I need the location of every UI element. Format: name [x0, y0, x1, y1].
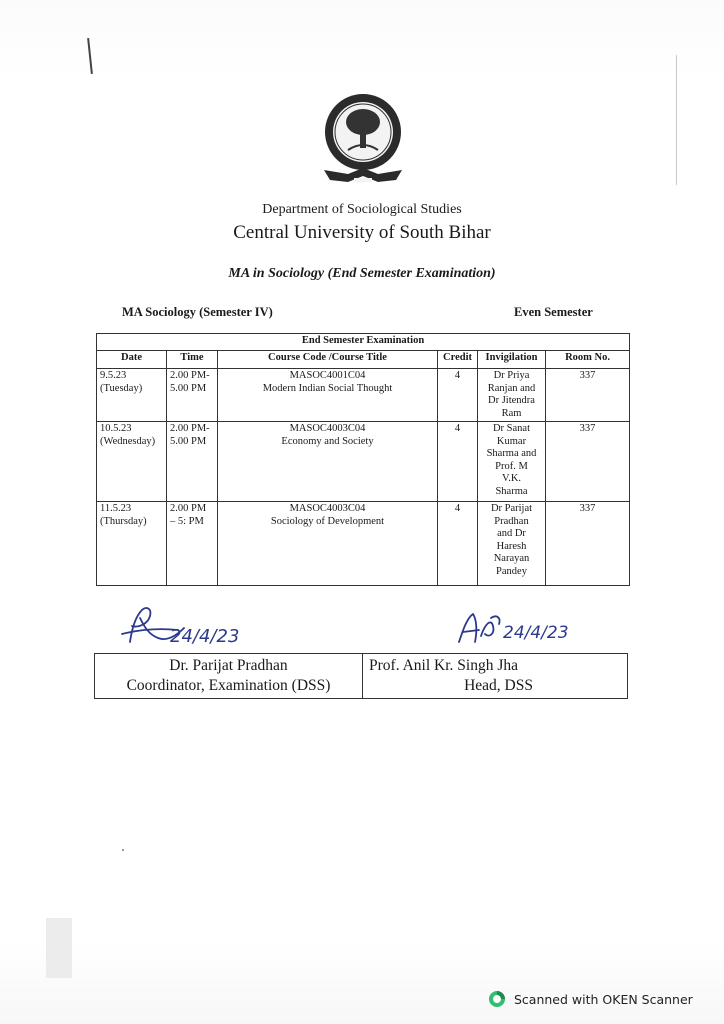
date-cell: [97, 422, 167, 502]
invigilator-line: Prof. M: [495, 460, 528, 472]
right-signature-date: 24/4/23: [503, 623, 569, 643]
time-end: 5.00 PM: [170, 382, 207, 394]
time-cell: [167, 369, 218, 422]
invigilator-line: Ram: [501, 407, 522, 419]
room-cell: 337: [546, 422, 630, 502]
invigilation-cell: [478, 422, 546, 502]
coordinator-name: Dr. Parijat Pradhan: [169, 657, 288, 674]
university-name: Central University of South Bihar: [233, 222, 491, 243]
page-edge-line: [676, 55, 677, 185]
scanner-watermark: [488, 990, 693, 1008]
time-cell: [167, 422, 218, 502]
head-cell: [363, 654, 628, 699]
course-code: MASOC4001C04: [289, 370, 366, 381]
invigilator-line: Narayan: [493, 553, 530, 564]
head-signature: [455, 608, 600, 648]
invigilator-line: Dr Sanat: [492, 423, 531, 434]
semester-type: Even Semester: [514, 305, 593, 319]
invigilator-line: Kumar: [496, 435, 527, 447]
course-title: Economy and Society: [281, 435, 374, 447]
course-cell: [218, 422, 438, 502]
column-header: Time: [167, 351, 218, 369]
course-title: Sociology of Development: [270, 515, 385, 527]
left-signature-date: 24/4/23: [170, 626, 240, 647]
department-name: Department of Sociological Studies: [262, 202, 462, 217]
scanner-text: Scanned with OKEN Scanner: [514, 991, 693, 1007]
semester-label: MA Sociology (Semester IV): [122, 305, 273, 319]
scan-smudge: [46, 918, 72, 978]
room-cell: 337: [546, 502, 630, 586]
exam-day: (Tuesday): [100, 382, 143, 394]
exam-schedule-table: [96, 333, 630, 586]
invigilator-line: Pradhan: [494, 515, 529, 527]
table-row: [97, 422, 630, 502]
column-header: Date: [97, 351, 167, 369]
invigilator-line: Sharma: [495, 485, 528, 497]
head-name: Prof. Anil Kr. Singh Jha: [369, 657, 518, 674]
scan-speck: [122, 849, 124, 851]
exam-title: MA in Sociology (End Semester Examination): [228, 266, 496, 281]
time-cell: [167, 502, 218, 586]
course-title: Modern Indian Social Thought: [262, 382, 393, 394]
column-header: Course Code /Course Title: [218, 351, 438, 369]
date-cell: [97, 502, 167, 586]
invigilator-line: Dr Parijat: [490, 503, 533, 514]
invigilator-line: Dr Priya: [493, 370, 530, 381]
invigilator-line: Haresh: [496, 540, 527, 552]
time-start: 2.00 PM-: [170, 370, 210, 381]
invigilation-cell: [478, 502, 546, 586]
signature-block: [94, 653, 628, 699]
exam-date: 11.5.23: [100, 503, 132, 514]
credit-cell: 4: [438, 502, 478, 586]
invigilator-line: V.K.: [501, 473, 522, 484]
time-start: 2.00 PM-: [170, 423, 210, 434]
coordinator-title: Coordinator, Examination (DSS): [126, 677, 331, 694]
invigilator-line: Dr Jitendra: [488, 395, 535, 406]
invigilator-line: Ranjan and: [487, 382, 536, 394]
time-start: 2.00 PM: [170, 503, 207, 514]
coordinator-cell: [95, 654, 363, 699]
oken-scanner-icon: [488, 990, 506, 1008]
credit-cell: 4: [438, 369, 478, 422]
invigilator-line: and Dr: [497, 528, 526, 539]
course-cell: [218, 502, 438, 586]
room-cell: 337: [546, 369, 630, 422]
invigilator-line: Pandey: [496, 565, 527, 577]
credit-cell: 4: [438, 422, 478, 502]
head-title: Head, DSS: [464, 677, 533, 694]
course-code: MASOC4003C04: [289, 423, 366, 434]
column-header: Credit: [438, 351, 478, 369]
coordinator-signature: [118, 604, 243, 648]
course-cell: [218, 369, 438, 422]
invigilator-line: Sharma and: [486, 448, 537, 459]
column-header: Invigilation: [478, 351, 546, 369]
date-cell: [97, 369, 167, 422]
table-caption: End Semester Examination: [97, 334, 630, 351]
pen-mark: [87, 38, 93, 74]
time-end: – 5: PM: [170, 515, 204, 527]
invigilation-cell: [478, 369, 546, 422]
exam-day: (Thursday): [100, 515, 147, 527]
time-end: 5.00 PM: [170, 435, 207, 447]
exam-day: (Wednesday): [100, 435, 156, 447]
exam-date: 9.5.23: [100, 370, 127, 381]
university-seal-icon: [318, 90, 408, 190]
table-row: [97, 369, 630, 422]
exam-date: 10.5.23: [100, 423, 132, 434]
table-header-row: [97, 351, 630, 369]
column-header: Room No.: [546, 351, 630, 369]
course-code: MASOC4003C04: [289, 503, 366, 514]
table-row: [97, 502, 630, 586]
